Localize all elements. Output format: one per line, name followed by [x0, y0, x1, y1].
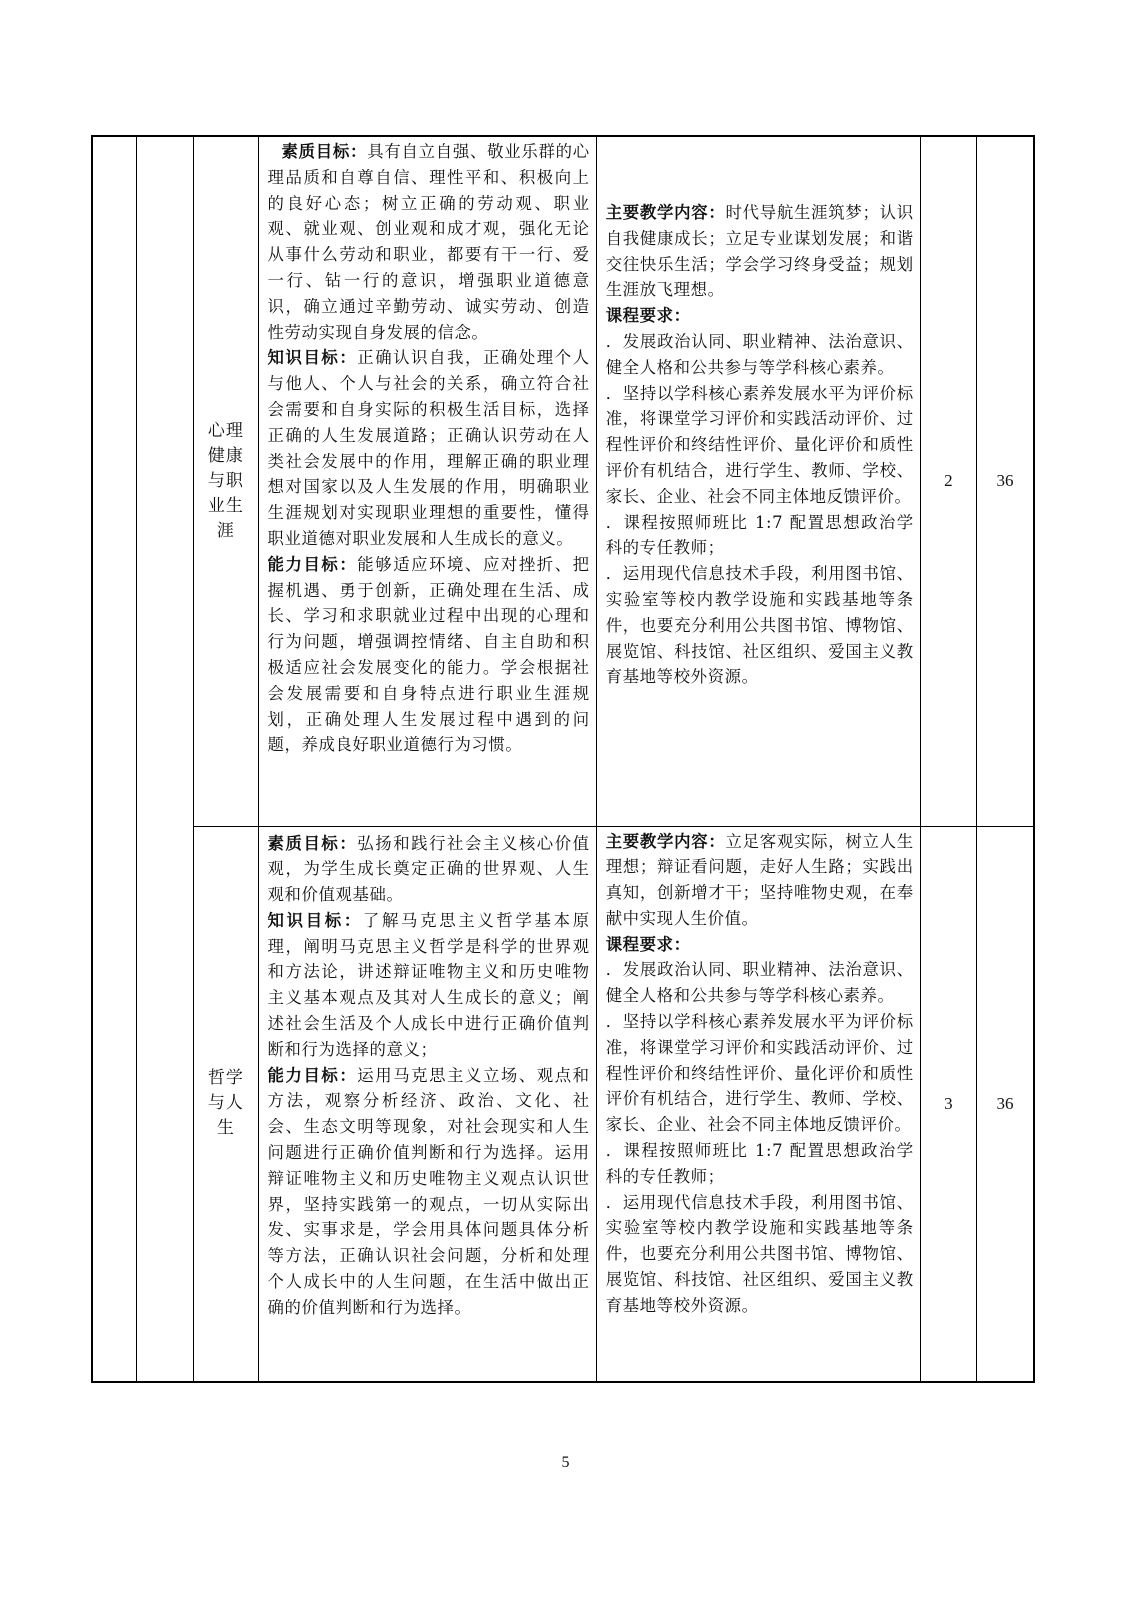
goal-text: 能够适应环境、应对挫折、把握机遇、勇于创新，正确处理在生活、成长、学习和求职就业过程中出现的心理和行为问题，增强调控情绪、自主自助和积极适应社会发展变化的能力。学会根据社会发展需要和自身特点进行职业生涯规划，正确处理人生发展过程中遇到的问题，养成良好职业道德行为习惯。	[267, 554, 590, 755]
category-cell	[92, 136, 136, 1382]
table-row	[92, 136, 1034, 826]
content-cell	[596, 826, 920, 1382]
page-number: 5	[561, 1454, 570, 1471]
table-row	[92, 826, 1034, 1382]
knowledge-goal	[259, 908, 596, 1063]
requirement-item: ．坚持以学科核心素养发展水平为评价标准，将课堂学习评价和实践活动评价、过程性评价和终结性评价、量化评价和质性评价有机结合，进行学生、教师、学校、家长、企业、社会不同主体地反馈评价。	[605, 1012, 914, 1135]
course-name-cell	[194, 826, 258, 1382]
quality-goal	[259, 139, 596, 345]
curriculum-table	[91, 135, 1035, 1383]
requirement-item: ．运用现代信息技术手段，利用图书馆、实验室等校内教学设施和实践基地等条件，也要充分利用公共图书馆、博物馆、展览馆、科技馆、社区组织、爱国主义教育基地等校外资源。	[605, 1192, 914, 1315]
requirement-item: ．运用现代信息技术手段，利用图书馆、实验室等校内教学设施和实践基地等条件，也要充分利用公共图书馆、博物馆、展览馆、科技馆、社区组织、爱国主义教育基地等校外资源。	[605, 564, 914, 687]
requirement-item: ．坚持以学科核心素养发展水平为评价标准，将课堂学习评价和实践活动评价、过程性评价和终结性评价、量化评价和质性评价有机结合，进行学生、教师、学校、家长、企业、社会不同主体地反馈评价。	[605, 383, 914, 506]
credits-value: 3	[944, 1093, 953, 1113]
requirement-item: ．课程按照师班比 1:7 配置思想政治学科的专任教师；	[605, 512, 914, 558]
subcategory-cell	[136, 136, 193, 1382]
credits-cell	[920, 826, 976, 1382]
main-content	[597, 829, 920, 932]
goal-text: 具有自立自强、敬业乐群的心理品质和自尊自信、理性平和、积极向上的良好心态；树立正确的劳动观、职业观、就业观、创业观和成才观，强化无论从事什么劳动和职业，都要有干一行、爱一行、钻一行的意识，增强职业道德意识，确立通过辛勤劳动、诚实劳动、创造性劳动实现自身发展的信念。	[267, 142, 590, 342]
goal-label: 知识目标：	[267, 910, 363, 930]
goal-label: 知识目标：	[267, 348, 358, 368]
goal-text: 弘扬和践行社会主义核心价值观，为学生成长奠定正确的世界观、人生观和价值观基础。	[267, 833, 590, 905]
hours-cell	[977, 136, 1034, 826]
course-name: 心理健康与职业生涯	[207, 420, 244, 541]
content-label: 主要教学内容：	[605, 831, 726, 851]
content-text: 时代导航生涯筑梦；认识自我健康成长；立足专业谋划发展；和谐交往快乐生活；学会学习终身受益；规划生涯放飞理想。	[605, 203, 914, 300]
hours-value: 36	[996, 471, 1014, 491]
ability-goal	[259, 1063, 596, 1321]
main-content	[597, 200, 920, 303]
credits-value: 2	[944, 471, 953, 491]
goal-text: 运用马克思主义立场、观点和方法，观察分析经济、政治、文化、社会、生态文明等现象，对社会现实和人生问题进行正确价值判断和行为选择。运用辩证唯物主义和历史唯物主义观点认识世界，坚持实践第一的观点，一切从实际出发、实事求是，学会用具体问题具体分析等方法，正确认识社会问题，分析和处理个人成长中的人生问题，在生活中做出正确的价值判断和行为选择。	[267, 1065, 590, 1317]
requirement-item: ．发展政治认同、职业精神、法治意识、健全人格和公共参与等学科核心素养。	[605, 960, 914, 1006]
goal-text: 了解马克思主义哲学基本原理，阐明马克思主义哲学是科学的世界观和方法论，讲述辩证唯物主义和历史唯物主义基本观点及其对人生成长的意义；阐述社会生活及个人成长中进行正确价值判断和行为选择的意义；	[267, 910, 590, 1059]
goal-label: 素质目标：	[281, 142, 368, 161]
requirement-item: ．发展政治认同、职业精神、法治意识、健全人格和公共参与等学科核心素养。	[605, 331, 914, 377]
course-name: 哲学与人生	[207, 1068, 244, 1139]
credits-cell	[920, 136, 976, 826]
requirements-label: 课程要求：	[605, 934, 691, 954]
goal-label: 能力目标：	[267, 1065, 358, 1085]
goal-label: 能力目标：	[267, 554, 358, 574]
content-cell	[596, 136, 920, 826]
requirements-label: 课程要求：	[605, 306, 691, 326]
hours-cell	[977, 826, 1034, 1382]
goals-cell	[258, 826, 596, 1382]
content-label: 主要教学内容：	[605, 203, 726, 222]
ability-goal	[259, 552, 596, 758]
knowledge-goal	[259, 345, 596, 551]
content-text: 立足客观实际，树立人生理想；辩证看问题，走好人生路；实践出真知，创新增才干；坚持唯物史观，在奉献中实现人生价值。	[605, 831, 914, 928]
course-name-cell	[194, 136, 258, 826]
goal-text: 正确认识自我，正确处理个人与他人、个人与社会的关系，确立符合社会需要和自身实际的积极生活目标，选择正确的人生发展道路；正确认识劳动在人类社会发展中的作用，理解正确的职业理想对国家以及人生发展的作用，明确职业生涯规划对实现职业理想的重要性，懂得职业道德对职业发展和人生成长的意义。	[267, 348, 590, 548]
hours-value: 36	[996, 1093, 1014, 1113]
requirement-item: ．课程按照师班比 1:7 配置思想政治学科的专任教师；	[605, 1141, 914, 1186]
goals-cell	[258, 136, 596, 826]
goal-label: 素质目标：	[267, 833, 358, 853]
quality-goal	[259, 831, 596, 908]
